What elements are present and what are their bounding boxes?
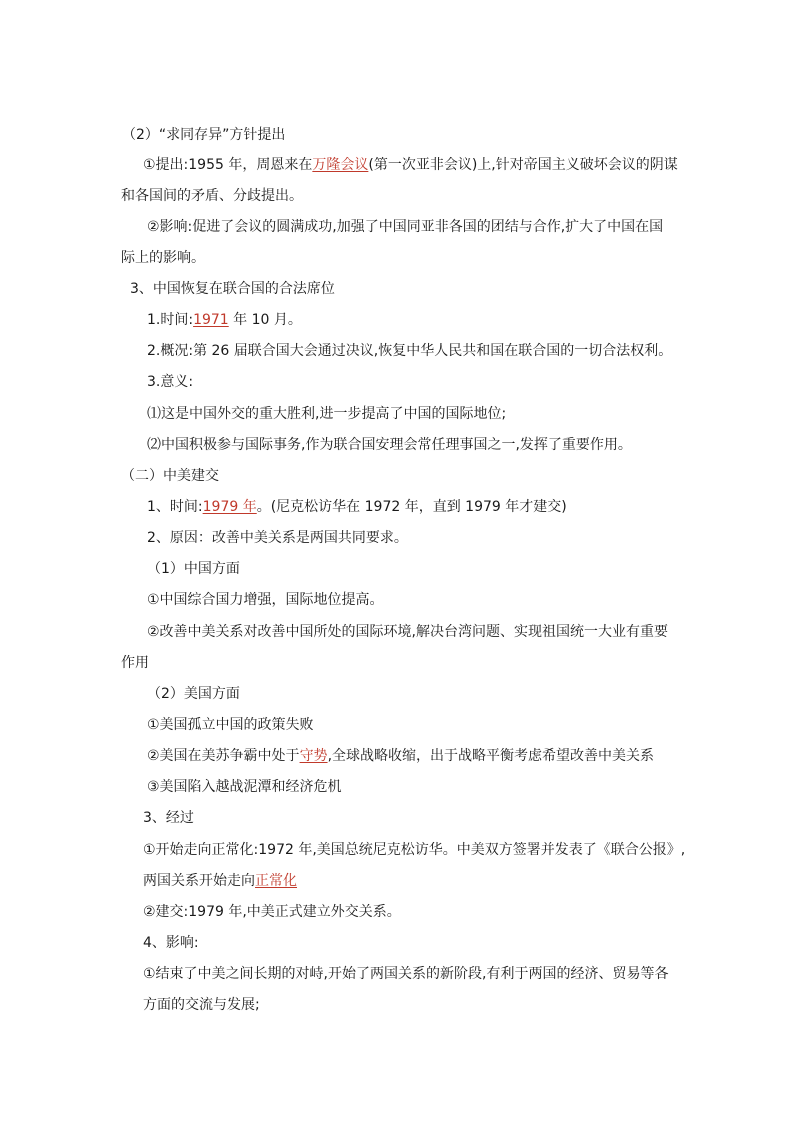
paragraph-line: 2.概况:第 26 届联合国大会通过决议,恢复中华人民共和国在联合国的一切合法权利。 xyxy=(147,343,673,359)
underlined-keyword: 正常化 xyxy=(255,873,297,889)
paragraph-line: ①开始走向正常化:1972 年,美国总统尼克松访华。中美双方签署并发表了《联合公报》, xyxy=(143,842,686,858)
paragraph-line xyxy=(147,497,567,517)
paragraph-line: 3、经过 xyxy=(143,810,194,826)
section-heading-un-seat: 3、中国恢复在联合国的合法席位 xyxy=(130,281,335,297)
paragraph-line: 3.意义: xyxy=(147,374,194,390)
paragraph-line: 2、原因：改善中美关系是两国共同要求。 xyxy=(147,530,408,546)
paragraph-line: 和各国间的矛盾、分歧提出。 xyxy=(121,188,303,204)
paragraph-line: ①中国综合国力增强，国际地位提高。 xyxy=(147,592,384,608)
underlined-keyword: 1979 年 xyxy=(202,499,257,515)
section-heading-seek-common-ground: （2）“求同存异”方针提出 xyxy=(122,127,286,143)
text-run: ①提出:1955 年，周恩来在 xyxy=(143,157,313,173)
text-run: 1.时间: xyxy=(147,312,194,328)
paragraph-line: 际上的影响。 xyxy=(121,250,205,266)
text-run: ②美国在美苏争霸中处于 xyxy=(147,748,300,764)
paragraph-line: ②建交:1979 年,中美正式建立外交关系。 xyxy=(143,904,401,920)
paragraph-line xyxy=(143,155,678,175)
paragraph-line: ②改善中美关系对改善中国所处的国际环境,解决台湾问题、实现祖国统一大业有重要 xyxy=(147,624,668,640)
paragraph-line: 方面的交流与发展; xyxy=(143,997,260,1013)
section-heading-sino-us: （二）中美建交 xyxy=(121,468,219,484)
text-run: 1、时间: xyxy=(147,499,203,515)
paragraph-line: 4、影响: xyxy=(143,935,199,951)
text-run: 两国关系开始走向 xyxy=(143,873,255,889)
paragraph-line: ⑵中国积极参与国际事务,作为联合国安理会常任理事国之一,发挥了重要作用。 xyxy=(147,437,632,453)
paragraph-line: ①结束了中美之间长期的对峙,开始了两国关系的新阶段,有利于两国的经济、贸易等各 xyxy=(143,966,669,982)
paragraph-line: ②影响:促进了会议的圆满成功,加强了中国同亚非各国的团结与合作,扩大了中国在国 xyxy=(147,219,664,235)
text-run: (第一次亚非会议)上,针对帝国主义破坏会议的阴谋 xyxy=(368,157,678,173)
text-run: 年 10 月。 xyxy=(228,312,302,328)
underlined-keyword: 万隆会议 xyxy=(312,157,369,173)
text-run: 。(尼克松访华在 1972 年，直到 1979 年才建交) xyxy=(256,499,567,515)
paragraph-line: ①美国孤立中国的政策失败 xyxy=(147,717,314,733)
paragraph-line xyxy=(147,310,302,330)
paragraph-line xyxy=(147,746,654,766)
underlined-keyword: 1971 xyxy=(193,312,229,328)
paragraph-line: （2）美国方面 xyxy=(147,686,240,702)
paragraph-line: ⑴这是中国外交的重大胜利,进一步提高了中国的国际地位; xyxy=(147,406,507,422)
text-run: ,全球战略收缩，出于战略平衡考虑希望改善中美关系 xyxy=(327,748,655,764)
paragraph-line xyxy=(143,871,297,891)
underlined-keyword: 守势 xyxy=(299,748,328,764)
paragraph-line: 作用 xyxy=(121,655,149,671)
paragraph-line: （1）中国方面 xyxy=(147,561,240,577)
paragraph-line: ③美国陷入越战泥潭和经济危机 xyxy=(147,779,342,795)
